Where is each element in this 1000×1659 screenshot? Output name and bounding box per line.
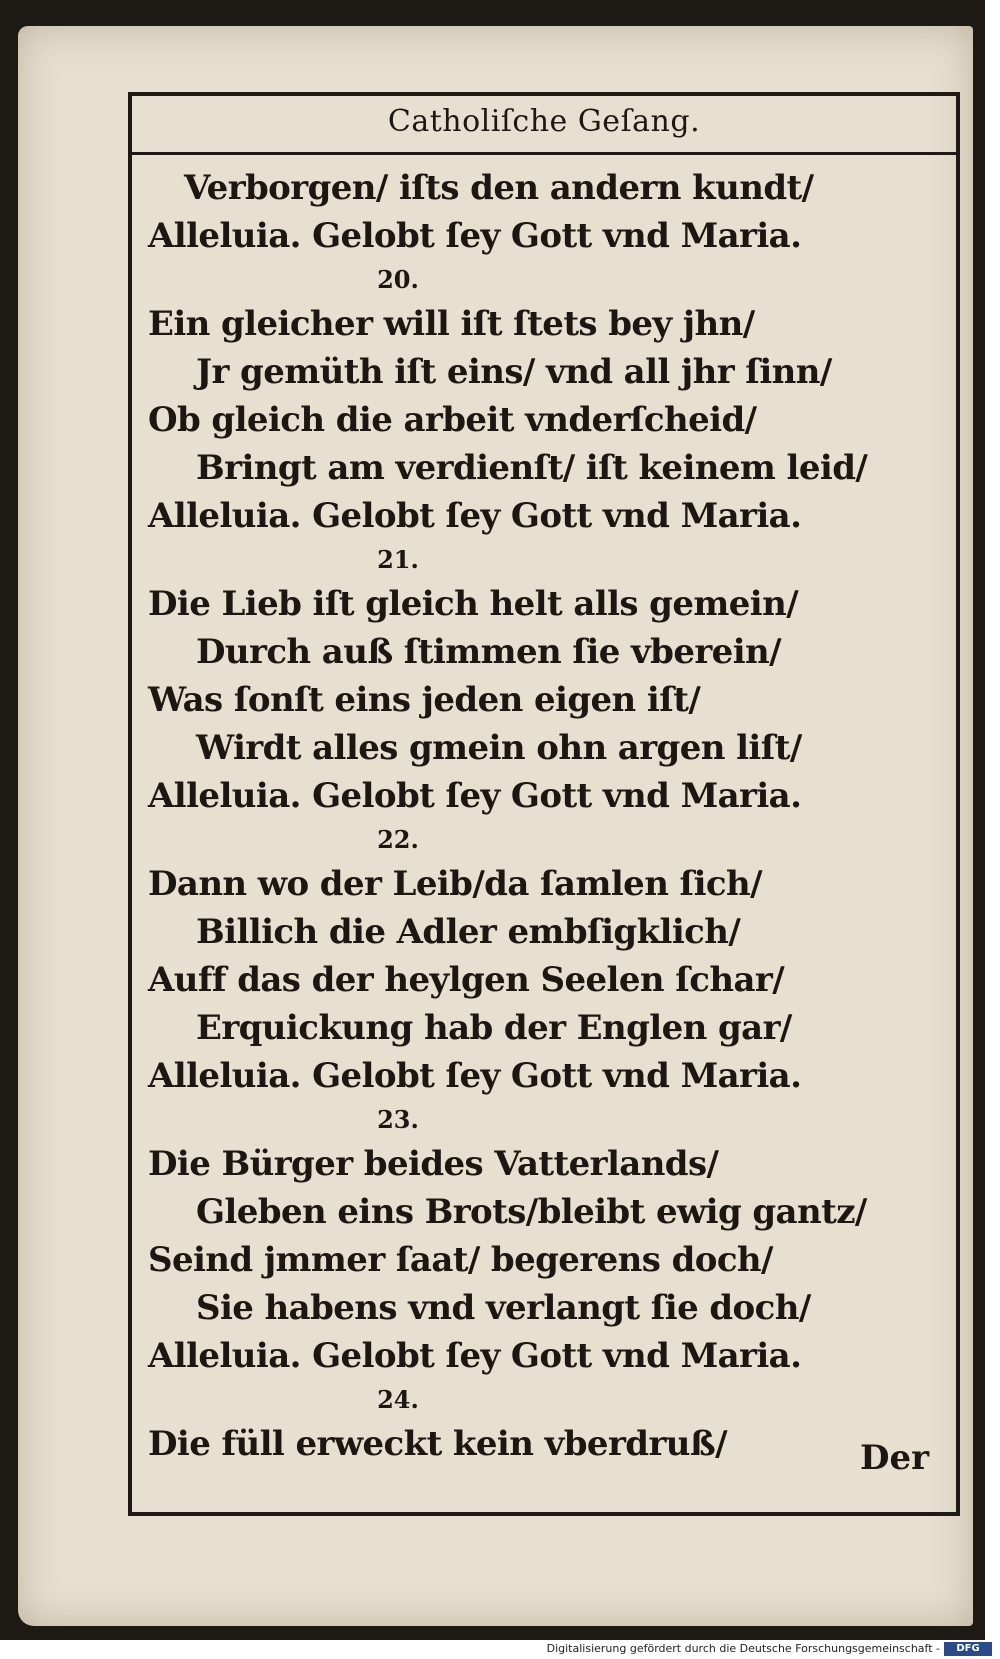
running-head: Catholiſche Geſang. [387, 104, 701, 139]
catchword: Der [860, 1438, 930, 1478]
header-rule [132, 152, 956, 155]
verse-line: Die Lieb iſt gleich helt alls gemein/ [148, 584, 799, 624]
verse-line: Billich die Adler embſigklich/ [196, 912, 741, 952]
refrain-line: Alleluia. Gelobt ſey Gott vnd Maria. [148, 776, 802, 816]
stanza-number: 24. [377, 1385, 419, 1414]
verse-line: Erquickung hab der Englen gar/ [196, 1008, 792, 1048]
verse-line: Die füll erweckt kein vberdruß/ [148, 1424, 727, 1464]
verse-line: Durch auß ſtimmen ſie vberein/ [196, 632, 781, 672]
verse-line: Jr gemüth iſt eins/ vnd all jhr ſinn/ [196, 352, 832, 392]
dfg-logo: DFG [944, 1642, 992, 1656]
stanza-number: 23. [377, 1105, 419, 1134]
stanza-number: 20. [377, 265, 419, 294]
refrain-line: Alleluia. Gelobt ſey Gott vnd Maria. [148, 1336, 802, 1376]
verse-line: Gleben eins Brots/bleibt ewig gantz/ [196, 1192, 867, 1232]
verse-line: Wirdt alles gmein ohn argen liſt/ [196, 728, 802, 768]
verse-line: Die Bürger beides Vatterlands/ [148, 1144, 719, 1184]
verse-line: Was ſonſt eins jeden eigen iſt/ [148, 680, 701, 720]
stanza-number: 21. [377, 545, 419, 574]
stanza-number: 22. [377, 825, 419, 854]
verse-line: Bringt am verdienſt/ iſt keinem leid/ [196, 448, 868, 488]
refrain-line: Alleluia. Gelobt ſey Gott vnd Maria. [148, 216, 802, 256]
verse-line: Seind jmmer ſaat/ begerens doch/ [148, 1240, 773, 1280]
footer-credit: Digitalisierung gefördert durch die Deutsche Forschungsgemeinschaft - [546, 1642, 940, 1655]
page-frame-bottom-rule [128, 1512, 960, 1516]
refrain-line: Alleluia. Gelobt ſey Gott vnd Maria. [148, 1056, 802, 1096]
verse-line: Sie habens vnd verlangt ſie doch/ [196, 1288, 811, 1328]
song-text [148, 164, 948, 1468]
verse-line: Ein gleicher will iſt ſtets bey jhn/ [148, 304, 755, 344]
verse-line: Dann wo der Leib/da ſamlen ſich/ [148, 864, 762, 904]
verse-line: Auff das der heylgen Seelen ſchar/ [148, 960, 785, 1000]
verse-line: Verborgen/ iſts den andern kundt/ [184, 168, 814, 208]
refrain-line: Alleluia. Gelobt ſey Gott vnd Maria. [148, 496, 802, 536]
verse-line: Ob gleich die arbeit vnderſcheid/ [148, 400, 757, 440]
